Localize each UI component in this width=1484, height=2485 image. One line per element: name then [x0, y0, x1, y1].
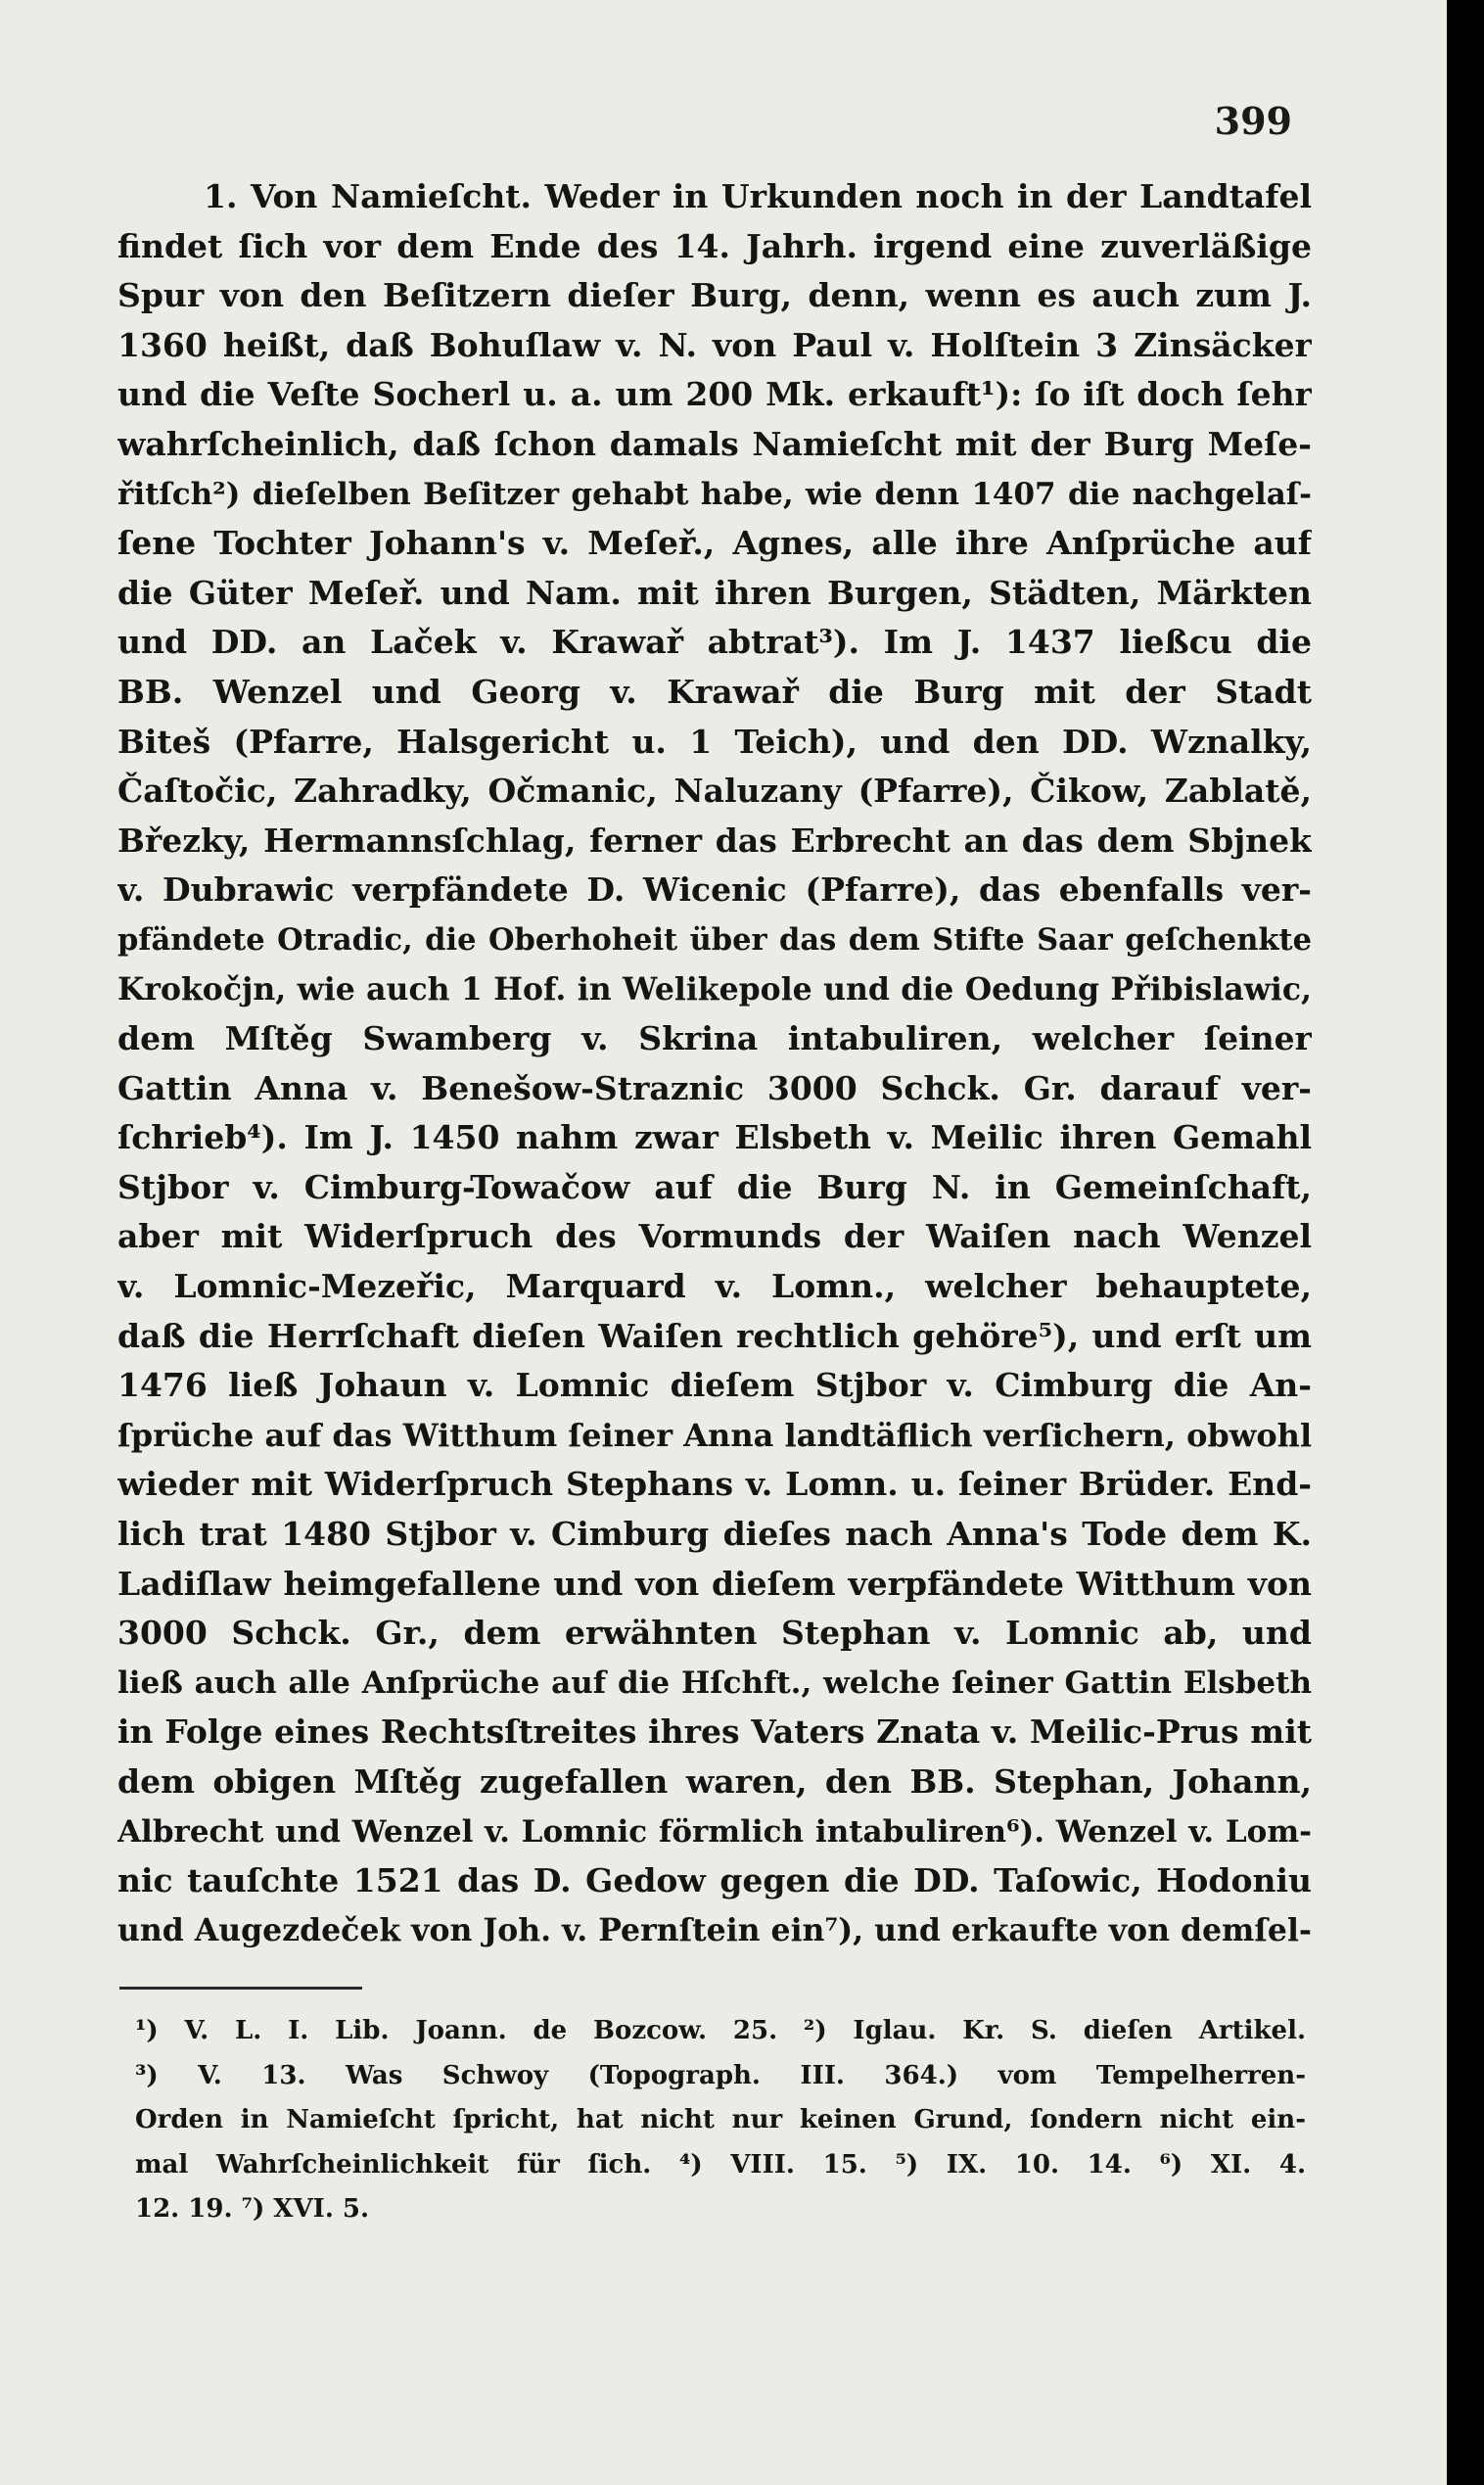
body-line: aber mit Widerſpruch des Vormunds der Waiſen nach Wenzel: [117, 1217, 1312, 1256]
body-line: findet ſich vor dem Ende des 14. Jahrh. irgend eine zuverläßige: [117, 226, 1312, 265]
body-line: wahrſcheinlich, daß ſchon damals Namieſcht mit der Burg Meſe-: [117, 424, 1312, 463]
body-line: und Augezdeček von Joh. v. Pernſtein ein⁷), und erkaufte von demſel-: [117, 1911, 1312, 1948]
body-line: Gattin Anna v. Benešow-Straznic 3000 Schck. Gr. darauf ver-: [117, 1068, 1312, 1107]
footnote-line: ¹) V. L. I. Lib. Joann. de Bozcow. 25. ²) Iglau. Kr. S. dieſen Artikel.: [135, 2016, 1306, 2045]
body-line: Krokočjn, wie auch 1 Hof. in Welikepole und die Oedung Přibislawic,: [117, 970, 1312, 1008]
body-line: dem obigen Mſtěg zugefallen waren, den BB. Stephan, Johann,: [117, 1762, 1312, 1801]
body-line: Ladiſlaw heimgefallene und von dieſem verpfändete Witthum von: [117, 1564, 1312, 1603]
body-line: Čaſtočic, Zahradky, Očmanic, Naluzany (Pfarre), Čikow, Zablatě,: [117, 772, 1312, 811]
body-text: [117, 172, 1312, 1955]
body-line: und DD. an Laček v. Krawař abtrat³). Im J. 1437 ließcu die: [117, 623, 1312, 662]
footnote-line: ³) V. 13. Was Schwoy (Topograph. III. 364.) vom Tempelherren-: [135, 2060, 1306, 2090]
page-number: 399: [1214, 99, 1292, 143]
footnote-line: 12. 19. ⁷) XVI. 5.: [135, 2194, 370, 2224]
body-line: in Folge eines Rechtsſtreites ihres Vaters Znata v. Meilic-Prus mit: [117, 1712, 1312, 1752]
footnote-line: Orden in Namieſcht ſpricht, hat nicht nur keinen Grund, ſondern nicht ein-: [135, 2105, 1306, 2134]
body-line: ſchrieb⁴). Im J. 1450 nahm zwar Elsbeth v. Meilic ihren Gemahl: [117, 1118, 1312, 1157]
body-line: Biteš (Pfarre, Halsgericht u. 1 Teich), und den DD. Wznalky,: [117, 722, 1312, 761]
footnote-line: mal Wahrſcheinlichkeit für ſich. ⁴) VIII. 15. ⁵) IX. 10. 14. ⁶) XI. 4.: [135, 2149, 1306, 2180]
body-line: und die Veſte Socherl u. a. um 200 Mk. erkauft¹): ſo iſt doch ſehr: [117, 375, 1312, 414]
body-line: wieder mit Widerſpruch Stephans v. Lomn. u. ſeiner Brüder. End-: [117, 1465, 1312, 1504]
body-line: 3000 Schck. Gr., dem erwähnten Stephan v. Lomnic ab, und: [117, 1614, 1312, 1653]
body-line: lich trat 1480 Stjbor v. Cimburg dieſes nach Anna's Tode dem K.: [117, 1515, 1312, 1554]
body-line: v. Dubrawic verpfändete D. Wicenic (Pfarre), das ebenfalls ver-: [117, 870, 1312, 910]
footnote-divider: [119, 1987, 362, 1990]
body-line: Stjbor v. Cimburg-Towačow auf die Burg N. in Gemeinſchaft,: [117, 1167, 1312, 1206]
body-line: řitſch²) dieſelben Beſitzer gehabt habe, wie denn 1407 die nachgelaſ-: [117, 476, 1312, 512]
body-line: ließ auch alle Anſprüche auf die Hſchft., welche ſeiner Gattin Elsbeth: [117, 1664, 1312, 1701]
body-line: 1. Von Namieſcht. Weder in Urkunden noch in der Landtafel: [204, 177, 1312, 215]
body-line: nic tauſchte 1521 das D. Gedow gegen die DD. Taſowic, Hodoniu: [117, 1861, 1312, 1900]
body-line: pfändete Otradic, die Oberhoheit über das dem Stifte Saar geſchenkte: [117, 921, 1312, 958]
body-line: die Güter Meſeř. und Nam. mit ihren Burgen, Städten, Märkten: [117, 573, 1312, 612]
footnotes: [135, 2009, 1306, 2232]
body-line: ſprüche auf das Witthum ſeiner Anna landtäflich verſichern, obwohl: [117, 1416, 1312, 1454]
body-line: 1360 heißt, daß Bohuſlaw v. N. von Paul v. Holſtein 3 Zinsäcker: [117, 325, 1312, 364]
body-line: 1476 ließ Johaun v. Lomnic dieſem Stjbor v. Cimburg die An-: [117, 1366, 1312, 1405]
body-line: BB. Wenzel und Georg v. Krawař die Burg mit der Stadt: [117, 672, 1312, 711]
body-line: Albrecht und Wenzel v. Lomnic förmlich intabuliren⁶). Wenzel v. Lom-: [117, 1813, 1312, 1850]
body-line: Březky, Hermannsſchlag, ferner das Erbrecht an das dem Sbjnek: [117, 821, 1312, 860]
body-line: dem Mſtěg Swamberg v. Skrina intabuliren, welcher ſeiner: [117, 1019, 1312, 1058]
body-line: ſene Tochter Johann's v. Meſeř., Agnes, alle ihre Anſprüche auf: [117, 524, 1312, 563]
body-line: Spur von den Beſitzern dieſer Burg, denn, wenn es auch zum J.: [117, 276, 1312, 315]
body-line: v. Lomnic-Mezeřic, Marquard v. Lomn., welcher behauptete,: [117, 1267, 1312, 1306]
body-line: daß die Herrſchaft dieſen Waiſen rechtlich gehöre⁵), und erſt um: [117, 1316, 1312, 1355]
page-edge: [1447, 0, 1484, 2485]
